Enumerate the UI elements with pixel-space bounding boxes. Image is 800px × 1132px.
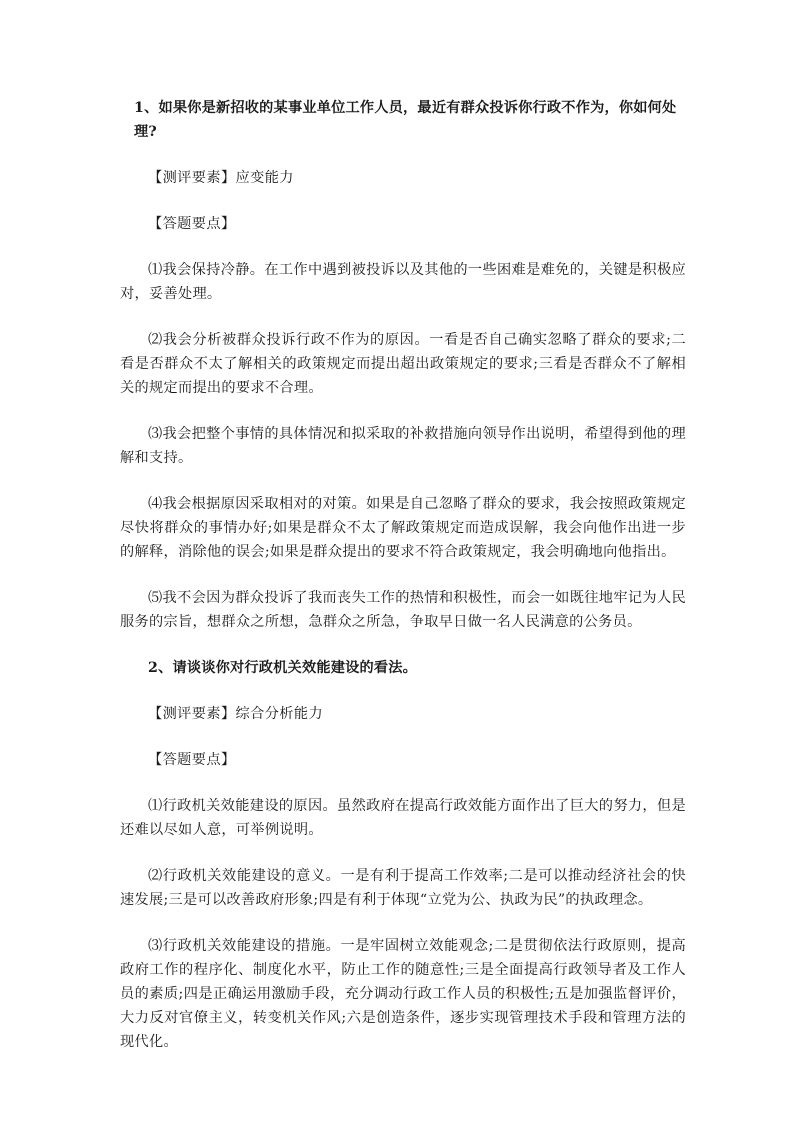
question-1 — [120, 96, 686, 634]
question-2-point-2: ⑵行政机关效能建设的意义。一是有利于提高工作效率;二是可以推动经济社会的快速发展;三是可以改善政府形象;四是有利于体现“立党为公、执政为民”的执政理念。 — [120, 868, 686, 908]
question-2-point-1: ⑴行政机关效能建设的原因。虽然政府在提高行政效能方面作出了巨大的努力，但是还难以尽如人意，可举例说明。 — [120, 798, 686, 838]
question-2 — [120, 656, 686, 1054]
document-body — [120, 96, 686, 1076]
question-1-point-2: ⑵我会分析被群众投诉行政不作为的原因。一看是否自己确实忽略了群众的要求;二看是否群众不太了解相关的政策规定而提出超出政策规定的要求;三看是否群众不了解相关的规定而提出的要求不合理。 — [120, 332, 686, 396]
question-2-element-label: 【测评要素】综合分析能力 — [148, 706, 324, 722]
question-1-point-4: ⑷我会根据原因采取相对的对策。如果是自己忽略了群众的要求，我会按照政策规定尽快将群众的事情办好;如果是群众不太了解政策规定而造成误解，我会向他作出进一步的解释，消除他的误会;如果是群众提出的要求不符合政策规定，我会明确地向他指出。 — [120, 496, 686, 560]
question-1-point-3: ⑶我会把整个事情的具体情况和拟采取的补救措施向领导作出说明，希望得到他的理解和支持。 — [120, 426, 686, 466]
question-1-point-5: ⑸我不会因为群众投诉了我而丧失工作的热情和积极性，而会一如既往地牢记为人民服务的宗旨，想群众之所想，急群众之所急，争取早日做一名人民满意的公务员。 — [120, 590, 686, 630]
question-1-element-label: 【测评要素】应变能力 — [148, 170, 294, 186]
question-1-points-label: 【答题要点】 — [148, 216, 236, 232]
question-2-point-3: ⑶行政机关效能建设的措施。一是牢固树立效能观念;二是贯彻依法行政原则，提高政府工作的程序化、制度化水平，防止工作的随意性;三是全面提高行政领导者及工作人员的素质;四是正确运用激励手段，充分调动行政工作人员的积极性;五是加强监督评价，大力反对官僚主义，转变机关作风;六是创造条件，逐步实现管理技术手段和管理方法的现代化。 — [120, 938, 686, 1050]
question-2-title: 2、请谈谈你对行政机关效能建设的看法。 — [148, 660, 418, 676]
question-2-points-label: 【答题要点】 — [148, 752, 236, 768]
question-1-title: 1、如果你是新招收的某事业单位工作人员，最近有群众投诉你行政不作为，你如何处理? — [134, 100, 677, 140]
question-1-point-1: ⑴我会保持冷静。在工作中遇到被投诉以及其他的一些困难是难免的，关键是积极应对，妥善处理。 — [120, 262, 686, 302]
